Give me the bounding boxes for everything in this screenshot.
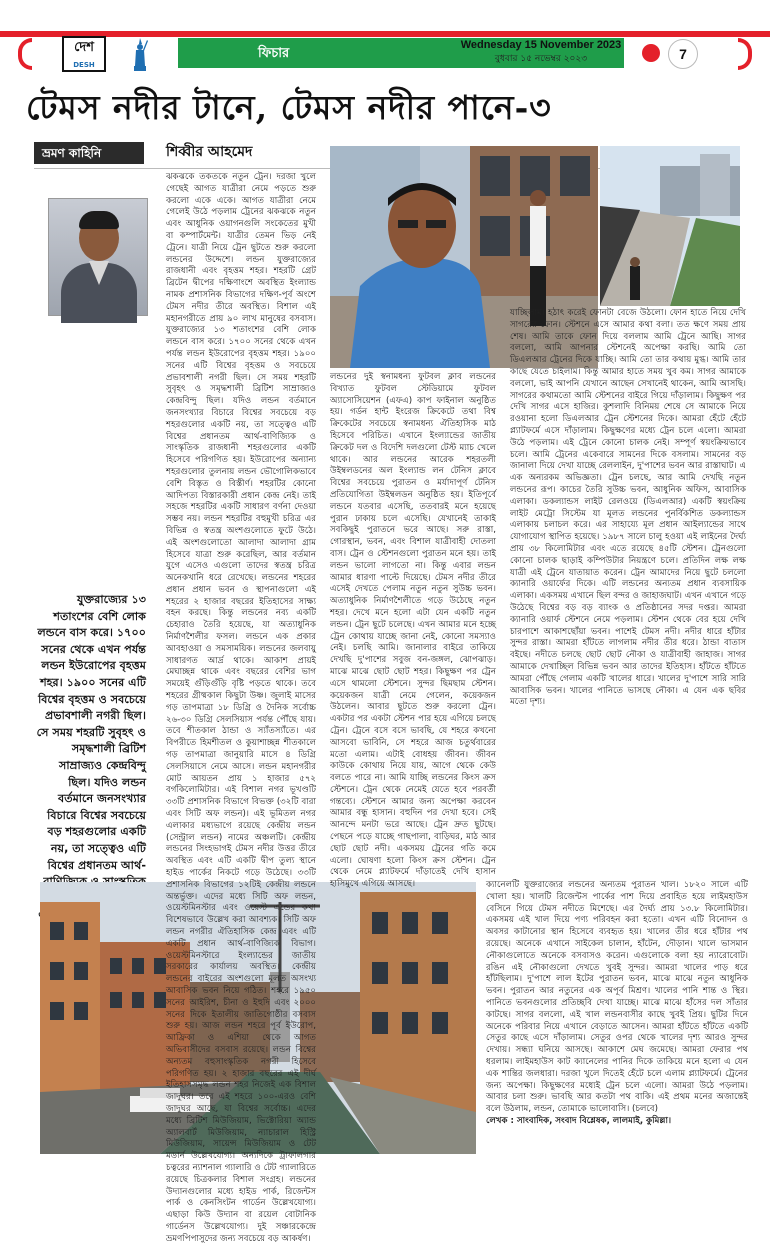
category-label: ভ্রমণ কাহিনি	[34, 142, 144, 164]
logo-subtext: DESH	[73, 61, 95, 69]
bracket-left-icon	[18, 38, 32, 70]
author-signature: লেখক : সাংবাদিক, সংবাদ বিশ্লেষক, লালমাই, কুমিল্লা।	[486, 1115, 672, 1126]
column-3-text: যাচ্ছিলাম। হঠাৎ করেই ফোনটা বেজে উঠলো। ফোন হাতে নিয়ে দেখি সাগরের ফোন। স্টেশনে এসে আমার কথা বলা। তত ক্ষণে সময় প্রায় শেষ। আমি তাকে ফোন দিয়ে বললাম আমি ট্রেনে আছি। সাগর বললো, আমি আপনার স্টেশনেই অপেক্ষা করছি। আমি তো ডিএলআর ট্রেনের দিকে যাচ্ছি। আমি তো তার কথায় মুগ্ধ। আমি তার কাছে যেতে চাইলাম। কিন্তু আমার হাতে সময় খুব কম। সাগর আমাকে বললো, ভাই আপনি যেখানে আছেন সেখানেই থাকেন, আমি আসছি। সাগরের কথামতো আমি স্টেশনের বাইরে গিয়ে দাঁড়ালাম। কিছুক্ষণ পর দেখি সাগর এসে হাজির। কুশলাদি বিনিময় শেষে সে আমাকে নিয়ে রওয়ানা হলো ডিএলআর ট্রেন স্টেশনের দিকে। আমরা হেঁটে হেঁটে প্ল্যাটফর্মে এসে দাঁড়ালাম। কিছুক্ষণের মধ্যে ট্রেন চলে এলো। আমরা উঠে পড়লাম। এই ট্রেনে কোনো চালক নেই। সম্পূর্ণ স্বয়ংক্রিয়ভাবে চলে। আমি ট্রেনের একেবারে সামনের দিকে বসলাম। সামনের বড় জানালা দিয়ে দেখা যাচ্ছে রেললাইন, দু'পাশের ভবন আর রাস্তাঘাট। এ এক অন্যরকম অভিজ্ঞতা। ট্রেন চলছে, আর আমি দেখছি নতুন লন্ডনের রূপ। কাচের তৈরি সুউচ্চ ভবন, আধুনিক অফিস, আবাসিক এলাকা। ডকল্যান্ডস লাইট রেলওয়ে (ডিএলআর) একটি স্বয়ংক্রিয় লাইট মেট্রো সিস্টেম যা মূলত লন্ডনের পুনর্বিকশিত ডকল্যান্ডস এলাকায় চলাচল করে। এর সাহায্যে মূল প্রধান আইল্যান্ডের সাথে যোগাযোগ স্থাপিত হয়েছে। ১৯৮৭ সালে চালু হওয়া এই লাইনের দৈর্ঘ্য প্রায় ৩৮ কিলোমিটার এবং এতে রয়েছে ৪৫টি স্টেশন। ট্রেনগুলো কোনো চালক ছাড়াই কম্পিউটার নিয়ন্ত্রণে চলে। প্রতিদিন লক্ষ লক্ষ যাত্রী এই ট্রেনে যাতায়াত করেন। ট্রেন আমাদের নিয়ে ছুটে চললো ক্যানারি ওয়ার্ফের দিকে। এটি লন্ডনের অন্যতম প্রধান ব্যবসায়িক এলাকা। একসময় এখানে ছিল বন্দর ও জাহাজঘাট। এখন এখানে গড়ে উঠেছে বিশ্বের বড় বড় ব্যাংক ও প্রতিষ্ঠানের সদর দপ্তর। আমরা ক্যানারি ওয়ার্ফ স্টেশনে নেমে পড়লাম। স্টেশন থেকে বের হয়ে দেখি চারপাশে আকাশছোঁয়া ভবন। পাশেই টেমস নদী। নদীর ধারে হাঁটার সুন্দর রাস্তা। আমরা হাঁটতে লাগলাম নদীর তীর ধরে। ঠান্ডা বাতাস বইছে। নদীতে চলছে ছোট ছোট নৌকা ও যাত্রীবাহী জাহাজ। সাগর আমাকে দেখাচ্ছিল বিভিন্ন ভবন আর তাদের ইতিহাস। হাঁটতে হাঁটতে আমরা পৌঁছে গেলাম একটি খালের ধারে। খালের দু'পাশে সারি সারি আবাসিক ভবন। খালের পানিতে ভাসছে নৌকা। এ যেন এক ছবির মতো দৃশ্য।	[510, 308, 746, 708]
article-column-3	[510, 308, 746, 880]
section-name: ফিচার	[258, 46, 290, 61]
column-1-text: ঝকঝকে তকতকে নতুন ট্রেন। দরজা খুলে গেছেই আগত যাত্রীরা নেমে পড়তে শুরু করলো একে একে। আগত যাত্রীরা নেমে গেলেই উঠে পড়লাম ট্রেনের ঝকঝকে নতুন এবং আধুনিক ওয়াগনগুলি সংকেতের মুখী বা কম্পার্টমেন্ট। যাত্রীর তেমন ভিড় নেই ট্রেনে। যাত্রী নিয়ে ট্রেন ছুটতে শুরু করলো লন্ডনের উদ্দেশে। লন্ডন যুক্তরাজ্যের রাজধানী এবং বৃহত্তম শহর। শহরটি গ্রেট ব্রিটেন দ্বীপের দক্ষিণাংশে অবস্থিত ইংল্যান্ড নামক প্রশাসনিক বিভাগের দক্ষিণ-পূর্ব অংশে টেমস নদীর তীরে অবস্থিত। বিশাল এই মহানগরীতে প্রায় ৯০ লাখ মানুষের বসবাস। যুক্তরাজ্যের ১৩ শতাংশের বেশি লোক লন্ডনে বাস করে। ১৭০০ সনের থেকে এখন পর্যন্ত লন্ডন ইউরোপের বৃহত্তম শহর। ১৯০০ সনের এটি বিশ্বের বৃহত্তম ও সবচেয়ে প্রভাবশালী নগরী ছিল। সে সময় শহরটি সুবৃহৎ ও সমৃদ্ধশালী ব্রিটিশ সাম্রাজ্যও কেন্দ্রবিন্দু ছিল। যদিও লন্ডন বর্তমানে জনসংখ্যার বিচারে বিশ্বের সবচেয়ে বড় শহরগুলোর একটি নয়, তা সত্ত্বেও এটি বিশ্বের প্রধানতম আর্থ-বাণিজ্যিক ও সাংস্কৃতিক রাজধানী শহরগুলোর একটি হিসেবে পরিগণিত হয়। ইউরোপের অন্যান্য শহরগুলোর তুলনায় লন্ডন ভৌগোলিকভাবে বেশি বিস্তৃত ও বিস্তীর্ণ। শহরটির কোনো আদিপত্য বিস্তারকারী প্রধান কেন্দ্র নেই। তাই সহজে শহরটির একটি সাধারণ বর্ণনা দেওয়া সম্ভব নয়। লন্ডন শহরটির বহুমুখী চরিত্র এর বিভিন্ন ও স্বতন্ত্র অংশগুলোতে ফুটে উঠে। এই অংশগুলোতো আলাদা আলাদা গ্রাম হিসেবে যাত্রা শুরু করেছিল, আর বর্তমান যুগে এসেও এগুলো তাদের স্বতন্ত্র চরিত্র অনেকখানি ধরে রেখেছে। লন্ডনের শহরের প্রধান প্রধান ভবন ও স্থাপনাগুলো এই শহরের ২ হাজার বছরের ইতিহাসের সাক্ষ্য বহন করছে। কিন্তু লন্ডনের নব্য একটি চেহারাও তৈরি হয়েছে, যা অত্যাধুনিক নির্মাণশৈলীর ফসল। লন্ডনে এক প্রকার আবহাওয়া ও সমসাময়িক। লন্ডনের জলবায়ু সাধারণত আর্দ্র থাকে। আকাশ প্রায়ই মেঘাচ্ছন্ন থাকে এবং বছরের বেশির ভাগ সময়েই গুঁড়িগুঁড়ি বৃষ্টি পড়তে থাকে। তবে শহরের গ্রীষ্মকাল কিছুটা উষ্ণ। জুলাই মাসের গড় তাপমাত্রা ১৮ ডিগ্রি ও দৈনিক সর্বোচ্চ ২৬-৩০ ডিগ্রি সেলসিয়াস পর্যন্ত পৌঁছে যায়। তবে শীতকাল ঠান্ডা ও স্যাঁতস্যাঁতে। এর বিপরীতে হিমশীতল ও কুয়াশাচ্ছন্ন শীতকালে গড় তাপমাত্রা জানুয়ারি মাসে ৪ ডিগ্রি সেলসিয়াসে নেমে আসে। লন্ডন মহানগরীর মোট আয়তন প্রায় ১ হাজার ৫৭২ বর্গকিলোমিটার। এই বিশাল নগর ভূখণ্ডটি ৩৩টি প্রশাসনিক বিভাগে বিভক্ত (৩২টি বারা এবং সিটি অফ লন্ডন)। এই ভূমিতল নগর এলাকার মধ্যভাগে রয়েছে কেন্দ্রীয় লন্ডন (সেন্ট্রাল লন্ডন) নামের অঞ্চলটি। কেন্দ্রীয় লন্ডনের সিংহভাগই টেমস নদীর উত্তর তীরে অবস্থিত এবং এটি একটি দ্বীপ তুল্য স্থানে হাইড পার্কের নিকটে গড়ে উঠেছে। ৩৩টি প্রশাসনিক বিভাগের ১২টিই কেন্দ্রীয় লন্ডনে অন্তর্ভুক্ত। এদের মধ্যে সিটি অফ লন্ডন, ওয়েস্টমিনস্টার এবং ওয়েস্ট এন্ডের কথা বিশেষভাবে উল্লেখ করা আবশ্যক। সিটি অফ লন্ডন নগরীর ঐতিহাসিক কেন্দ্র এবং এটি একটি প্রধান আর্থ-বাণিজ্যিক বিভাগ। ওয়েস্টমিনস্টারে ইংল্যান্ডের জাতীয় সরকারের কার্যালয় অবস্থিত। কেন্দ্রীয় লন্ডনের বাইরের অংশগুলো মূলত অসংখ্য আবাসিক ভবন নিয়ে গঠিত। শহরে ১৯৫০ সনের আইরিশ, চীনা ও ইহুদি এবং ২০০০ সনের দিকে ইতালীয় জাতিগোষ্ঠীর বসবাস শুরু হয়। আজ লন্ডন শহরে পূর্ব ইউরোপ, আফ্রিকা ও এশিয়া থেকে আগত অভিবাসীদের বসবাস রয়েছে। লন্ডন বিশ্বের অন্যতম বহুসাংস্কৃতিক নগরী হিসেবে পরিগণিত হয়। ২ হাজার বছরের এই দীর্ঘ ইতিহাসসমৃদ্ধ লন্ডন শহর নিজেই এক বিশাল জাদুঘর। তবে এই শহরে ১০০-এরও বেশি জাদুঘর আছে, যা বিশ্বের সর্বোচ্চ। এদের মধ্যে ব্রিটিশ মিউজিয়াম, ভিক্টোরিয়া অ্যান্ড অ্যালবার্ট মিউজিয়াম, ন্যাচারাল হিস্ট্রি মিউজিয়াম, সায়েন্স মিউজিয়াম ও টেট মডার্ন উল্লেখযোগ্য। অন্যদিকে ট্রাফালগার চত্বরের ন্যাশনাল গ্যালারি ও টেট গ্যালারিতে রয়েছে চিত্রকলার বিশাল সংগ্রহ। লন্ডনের উদ্যানগুলোর মধ্যে হাইড পার্ক, রিজেন্টস পার্ক ও কেনসিংটন গার্ডেন উল্লেখযোগ্য। এছাড়া কিউ উদ্যান বা রয়েল বোটানিক গার্ডেনস উল্লেখযোগ্য। দুই সঞ্চারকেন্দ্রে ভ্রমণপিপাসুদের জন্য সবচেয়ে বড় আকর্ষণ।	[166, 172, 316, 1244]
photo-canal-walkway	[600, 146, 740, 306]
column-2-text: লন্ডনের দুই স্বনামধন্য ফুটবল ক্লাব লন্ডনের বিখ্যাত ফুটবল স্টেডিয়ামে ফুটবল অ্যাসোসিয়েশন (এফএ) কাপ ফাইনাল অনুষ্ঠিত হয়। গর্ডন হান্ট ইংরেজ ক্রিকেটে তথা বিশ্ব ক্রিকেটের সবচেয়ে স্বনামধন্য ঐতিহাসিক মাঠ হিসেবে পরিচিত। এখানে ইংল্যান্ডের জাতীয় ক্রিকেট দল ও বিদেশি দলগুলো টেস্ট ম্যাচ খেলে থাকে। আর লন্ডনের আরেক শহরতলী উইম্বলডনের অল ইংল্যান্ড লন টেনিস ক্লাবে বিশ্বের সবচেয়ে পুরাতন ও মর্যাদাপূর্ণ টেনিস প্রতিযোগিতা উইম্বলডন অনুষ্ঠিত হয়। ইতিপূর্বে লন্ডনে যতবার এসেছি, ততবারই মনে হয়েছে পুরান ঢাকায় চলে এসেছি। যেখানেই তাকাই সবকিছুই পুরাতনে ভরে আছে। সরু রাস্তা, গোরস্থান, ভবন, এবং বিশাল যাত্রীবাহী দোতলা বাস। ট্রেন ও স্টেশনগুলো পুরাতন মনে হয়। তাই লন্ডন ভালো লাগতো না। কিন্তু এবার লন্ডন আমার ধারণা পাল্টে দিয়েছে। টেমস নদীর তীরে এসেই দেখতে পেলাম নতুন নতুন সুউচ্চ ভবন। অত্যাধুনিক নির্মাণশৈলীতে গড়ে উঠেছে নতুন শহর। দেখে মনে হলো এটা যেন একটি নতুন লন্ডন। ট্রেন ছুটে চলেছে। এখন আমার মনে হচ্ছে ট্রেন কোথায় যাচ্ছে জানা নেই, কোনো সমস্যাও নেই। চলছি আমি। জানালার বাইরে তাকিয়ে দেখছি দু'পাশের সবুজ বন-জঙ্গল, ঝোপঝাড়। মাঝে মাঝে ছোট ছোট শহর। কিছুক্ষণ পর ট্রেন এসে থামলো স্টেশনে। সুন্দর ছিমছাম স্টেশন। কয়েকজন যাত্রী নেমে গেলেন, কয়েকজন উঠলেন। আবার ছুটতে শুরু করলো ট্রেন। একটার পর একটা স্টেশন পার হয়ে এগিয়ে চলছে ট্রেন। ট্রেনে বসে বসে ভাবছি, যে শহরে কখনো আসবো ভাবিনি, সে শহরে আজ চতুর্থবারের মতো এলাম। এটাই বোধহয় জীবন। জীবন কাউকে কোথায় নিয়ে যায়, আগে থেকে কেউ বলতে পারে না। আমি যাচ্ছি লন্ডনের কিংস ক্রস স্টেশনে। ট্রেন থেকে নেমেই যেতে হবে পরবর্তী গন্তব্যে। স্টেশনে আমার জন্য অপেক্ষা করবেন আমার বন্ধু হাসান। বহুদিন পর দেখা হবে। সেই আনন্দে মনটা ভরে আছে। ট্রেন দ্রুত ছুটছে। পেছনে পড়ে যাচ্ছে গাছপালা, বাড়িঘর, মাঠ আর ছোট ছোট নদী। একসময় ট্রেনের গতি কমে এলো। ঘোষণা হলো কিংস ক্রস স্টেশন। ট্রেন থেকে নেমে প্ল্যাটফর্মে দাঁড়াতেই দেখি হাসান হাসিমুখে এগিয়ে আসছে।	[330, 372, 496, 890]
bracket-right-icon	[738, 38, 752, 70]
portrait-hair	[79, 211, 119, 229]
article-column-4	[486, 880, 748, 1182]
red-dot-icon	[642, 44, 660, 62]
column-4-text: ক্যানেলটি যুক্তরাজ্যের লন্ডনের অন্যতম পুরাতন খাল। ১৮২০ সালে এটি খোলা হয়। খালটি রিজেন্টস পার্কের পাশ দিয়ে প্রবাহিত হয়ে লাইমহাউস বেসিনে গিয়ে টেমস নদীতে মিশেছে। এর দৈর্ঘ্য প্রায় ১৩.৮ কিলোমিটার। একসময় এই খাল দিয়ে পণ্য পরিবহন করা হতো। এখন এটি বিনোদন ও অবসর কাটানোর স্থান হিসেবে ব্যবহৃত হয়। খালের তীর ধরে হাঁটার পথ রয়েছে। অনেকে এখানে সাইকেল চালান, হাঁটেন, দৌড়ান। খালে ভাসমান নৌকাগুলোতে অনেকে বসবাসও করেন। এগুলোকে বলা হয় ন্যারোবোট। রঙিন এই নৌকাগুলো দেখতে খুবই সুন্দর। আমরা খালের পাড় ধরে হাঁটছিলাম। দু'পাশে লাল ইটের পুরাতন ভবন, মাঝে মাঝে নতুন আধুনিক ভবন। পুরাতন আর নতুনের এক অপূর্ব মিশ্রণ। খালের পানি শান্ত ও স্থির। পানিতে ভবনগুলোর প্রতিচ্ছবি দেখা যাচ্ছে। মাঝে মাঝে হাঁসের দল সাঁতার কাটছে। সাগর বললো, এই খাল লন্ডনবাসীর কাছে খুবই প্রিয়। ছুটির দিনে অনেকে পরিবার নিয়ে এখানে বেড়াতে আসেন। আমরা হাঁটতে হাঁটতে একটি সেতুর কাছে এসে দাঁড়ালাম। সেতুর ওপর থেকে খালের দৃশ্য আরও সুন্দর দেখায়। সন্ধ্যা ঘনিয়ে আসছে। আকাশে মেঘ জমেছে। আমরা ফেরার পথ ধরলাম। লাইমহাউস কাট ক্যানেলের পানির দিকে তাকিয়ে মনে হলো এ যেন এক শান্তির জলধারা। দরজা খুলে দিতেই হেঁটে চলে এলাম প্ল্যাটফর্মে। ট্রেনের জন্য অপেক্ষা। কিছুক্ষণের মধ্যেই ট্রেন চলে এলো। আমরা উঠে পড়লাম। আবার চলা শুরু। ভাবছি আর কতটা পথ বাকি। এই প্রথম মনের অজান্তেই বলে উঠলাম, লন্ডন, তোমাকে ভালোবাসি। (চলবে)	[486, 880, 748, 1115]
issue-date	[456, 38, 626, 68]
date-bangla: বুধবার ১৫ নভেম্বর ২০২৩	[494, 54, 588, 64]
date-english: Wednesday 15 November 2023	[460, 39, 622, 51]
desh-logo	[62, 36, 106, 72]
article-column-1	[166, 172, 316, 1244]
masthead-brand	[18, 36, 178, 72]
page-header	[0, 0, 770, 76]
author-name: শিব্বীর আহমেদ	[166, 144, 253, 160]
page-number-block	[628, 36, 752, 72]
article-column-2	[330, 372, 496, 890]
pull-quote: যুক্তরাজ্যের ১৩ শতাংশের বেশি লোক লন্ডনে বাস করে। ১৭০০ সনের থেকে এখন পর্যন্ত লন্ডন ইউরোপের বৃহত্তম শহর। ১৯০০ সনের এটি বিশ্বের বৃহত্তম ও সবচেয়ে প্রভাবশালী নগরী ছিল। সে সময় শহরটি সুবৃহৎ ও সমৃদ্ধশালী ব্রিটিশ সাম্রাজ্যও কেন্দ্রবিন্দু ছিল। যদিও লন্ডন বর্তমানে জনসংখ্যার বিচারে বিশ্বের সবচেয়ে বড় শহরগুলোর একটি নয়, তা সত্ত্বেও এটি বিশ্বের প্রধানতম আর্থ-	[36, 593, 146, 872]
statue-of-liberty-icon	[130, 36, 150, 72]
author-photo	[48, 198, 148, 316]
article-headline: টেমস নদীর টানে, টেমস নদীর পানে-৩	[26, 88, 552, 127]
logo-text: দেশ	[74, 40, 94, 55]
page-number: 7	[668, 39, 698, 69]
